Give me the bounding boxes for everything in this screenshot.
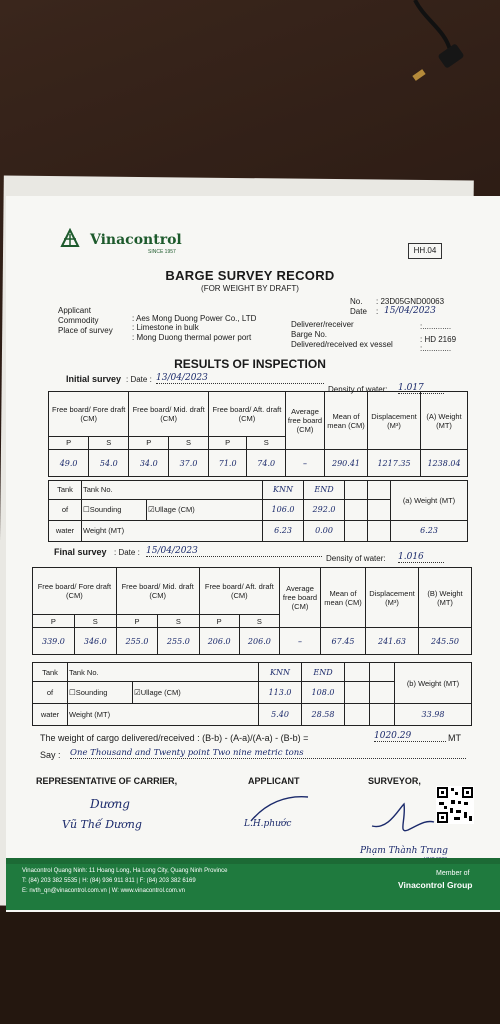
initial-weight-end: 0.00: [304, 520, 345, 541]
initial-mean: 290.41: [325, 450, 368, 477]
initial-average: –: [286, 450, 325, 477]
final-h-average: Average free board (CM): [280, 568, 321, 628]
final-density: 1.016: [398, 552, 444, 563]
of-label: of: [33, 682, 68, 704]
final-weight: 245.50: [419, 628, 472, 655]
power-cable-plug: [405, 0, 475, 95]
footer-address: Vinacontrol Quang Ninh: 11 Hoang Long, Ha Long City, Quang Ninh Province: [22, 868, 228, 874]
final-date-prefix: : Date :: [114, 548, 140, 557]
initial-mid-p: 34.0: [129, 450, 169, 477]
ps-label: P: [116, 614, 157, 627]
final-mid-p: 255.0: [116, 628, 157, 655]
date-value: 15/04/2023: [384, 306, 436, 316]
final-survey-label: Final survey: [54, 547, 107, 557]
water-label: water: [49, 520, 82, 541]
final-h-mean: Mean of mean (CM): [321, 568, 366, 628]
tank-col-knn: KNN: [263, 481, 304, 500]
tank-col-knn: KNN: [259, 663, 302, 682]
final-h-displacement: Displacement (M³): [366, 568, 419, 628]
surveyor-name: Phạm Thành Trung: [360, 846, 448, 856]
ps-label: S: [169, 436, 209, 449]
surveyor-signature-mark: [368, 800, 438, 840]
final-displacement: 241.63: [366, 628, 419, 655]
final-average: –: [280, 628, 321, 655]
sounding-checkbox: ☐Sounding: [68, 682, 133, 704]
initial-mid-s: 37.0: [169, 450, 209, 477]
initial-aft-s: 74.0: [247, 450, 286, 477]
final-density-label: Density of water:: [326, 554, 386, 563]
initial-h-mean: Mean of mean (CM): [325, 392, 368, 450]
sounding-checkbox: ☐Sounding: [82, 499, 147, 520]
cargo-formula: The weight of cargo delivered/received : (B-b) - (A-a)/(A-a) - (B-b) =: [40, 733, 309, 743]
say-value: One Thousand and Twenty point Two nine metric tons: [70, 748, 466, 759]
no-value: : 23D05GND00063: [376, 297, 445, 306]
tank-col-end: END: [302, 663, 345, 682]
tank-no-label: Tank No.: [68, 663, 259, 682]
initial-fore-p: 49.0: [49, 450, 89, 477]
initial-ullage-end: 292.0: [304, 499, 345, 520]
barge-label: Barge No.: [291, 330, 328, 339]
ps-label: P: [49, 436, 89, 449]
initial-h-fore: Free board/ Fore draft (CM): [49, 392, 129, 437]
final-fore-s: 346.0: [74, 628, 116, 655]
final-aft-s: 206.0: [239, 628, 279, 655]
weight-mt-label: Weight (MT): [82, 520, 263, 541]
date-colon: :: [376, 307, 379, 316]
water-label: water: [33, 704, 68, 726]
footer-phone: T: (84) 203 382 5535 | H: (84) 936 911 811 | F: (84) 203 382 6169: [22, 878, 196, 884]
final-h-aft: Free board/ Aft. draft (CM): [199, 568, 279, 615]
document-title: BARGE SURVEY RECORD: [165, 268, 335, 283]
ps-label: S: [247, 436, 286, 449]
form-code: HH.04: [408, 243, 442, 259]
final-h-fore: Free board/ Fore draft (CM): [33, 568, 117, 615]
footer-stripe: [6, 858, 500, 864]
initial-density-label: Density of water:: [328, 385, 388, 394]
of-label: of: [49, 499, 82, 520]
qr-code-icon: [436, 786, 474, 824]
member-label: Member of: [436, 870, 470, 877]
initial-h-average: Average free board (CM): [286, 392, 325, 450]
initial-h-displacement: Displacement (M³): [368, 392, 421, 450]
final-weight-knn: 5.40: [259, 704, 302, 726]
final-fore-p: 339.0: [33, 628, 75, 655]
applicant-signature: L.H.phước: [244, 819, 292, 829]
initial-survey-label: Initial survey: [66, 374, 122, 384]
b-weight-value: 33.98: [395, 704, 472, 726]
ps-label: P: [33, 614, 75, 627]
ps-label: S: [158, 614, 199, 627]
b-weight-label: (b) Weight (MT): [395, 663, 472, 704]
ps-label: S: [74, 614, 116, 627]
final-aft-p: 206.0: [199, 628, 239, 655]
brand-since: SINCE 1957: [148, 249, 176, 255]
tank-label: Tank: [49, 481, 82, 500]
applicant-label: Applicant: [58, 306, 91, 315]
place-value: : Mong Duong thermal power port: [132, 333, 252, 342]
tank-col-end: END: [304, 481, 345, 500]
deliverer-label: Deliverer/receiver: [291, 320, 354, 329]
document-subtitle: (FOR WEIGHT BY DRAFT): [201, 284, 299, 293]
final-mid-s: 255.0: [158, 628, 199, 655]
a-weight-value: 6.23: [391, 520, 468, 541]
final-tank-table: [32, 662, 472, 726]
wooden-table-bottom: [0, 912, 500, 1024]
initial-draft-table: [48, 391, 468, 477]
cargo-weight-value: 1020.29: [374, 731, 446, 742]
initial-density: 1.017: [398, 383, 444, 394]
ps-label: P: [208, 436, 247, 449]
date-label: Date: [350, 307, 367, 316]
final-h-weight: (B) Weight (MT): [419, 568, 472, 628]
say-label: Say :: [40, 750, 61, 760]
initial-h-aft: Free board/ Aft. draft (CM): [208, 392, 285, 437]
initial-date: 13/04/2023: [156, 373, 324, 384]
applicant-value: : Aes Mong Duong Power Co., LTD: [132, 314, 257, 323]
initial-tank-table: [48, 480, 468, 542]
surveyor-label: SURVEYOR,: [368, 776, 421, 786]
results-title: RESULTS OF INSPECTION: [174, 357, 326, 371]
carrier-name: Vũ Thế Dương: [62, 818, 142, 831]
initial-displacement: 1217.35: [368, 450, 421, 477]
carrier-signature: Dương: [90, 797, 130, 811]
initial-weight: 1238.04: [421, 450, 468, 477]
ullage-checkbox: ☑Ullage (CM): [133, 682, 259, 704]
initial-date-prefix: : Date :: [126, 375, 152, 384]
deliverer-value: :.............: [420, 322, 452, 331]
final-weight-end: 28.58: [302, 704, 345, 726]
final-date: 15/04/2023: [146, 546, 322, 557]
ps-label: S: [89, 436, 129, 449]
final-mean: 67.45: [321, 628, 366, 655]
vinacontrol-logo-icon: [60, 228, 80, 248]
final-ullage-end: 108.0: [302, 682, 345, 704]
vessel-value: :.............: [420, 344, 452, 353]
initial-fore-s: 54.0: [89, 450, 129, 477]
initial-aft-p: 71.0: [208, 450, 247, 477]
no-label: No.: [350, 297, 363, 306]
final-draft-table: [32, 567, 472, 655]
cargo-unit: MT: [448, 733, 461, 743]
commodity-value: : Limestone in bulk: [132, 323, 199, 332]
footer-email: E: nvth_qn@vinacontrol.com.vn | W: www.vinacontrol.com.vn: [22, 888, 185, 894]
vessel-label: Delivered/received ex vessel: [291, 340, 393, 349]
final-ullage-knn: 113.0: [259, 682, 302, 704]
ps-label: S: [239, 614, 279, 627]
ullage-checkbox: ☑Ullage (CM): [147, 499, 263, 520]
applicant-label: APPLICANT: [248, 776, 300, 786]
initial-h-mid: Free board/ Mid. draft (CM): [129, 392, 208, 437]
commodity-label: Commodity: [58, 316, 99, 325]
brand-name: Vinacontrol: [90, 232, 182, 248]
initial-ullage-knn: 106.0: [263, 499, 304, 520]
barge-value: : HD 2169: [420, 335, 457, 344]
weight-mt-label: Weight (MT): [68, 704, 259, 726]
ps-label: P: [129, 436, 169, 449]
carrier-rep-label: REPRESENTATIVE OF CARRIER,: [36, 776, 178, 786]
initial-weight-knn: 6.23: [263, 520, 304, 541]
tank-no-label: Tank No.: [82, 481, 263, 500]
final-h-mid: Free board/ Mid. draft (CM): [116, 568, 199, 615]
place-label: Place of survey: [58, 326, 113, 335]
ps-label: P: [199, 614, 239, 627]
initial-h-weight: (A) Weight (MT): [421, 392, 468, 450]
tank-label: Tank: [33, 663, 68, 682]
a-weight-label: (a) Weight (MT): [391, 481, 468, 521]
member-group: Vinacontrol Group: [398, 880, 473, 890]
